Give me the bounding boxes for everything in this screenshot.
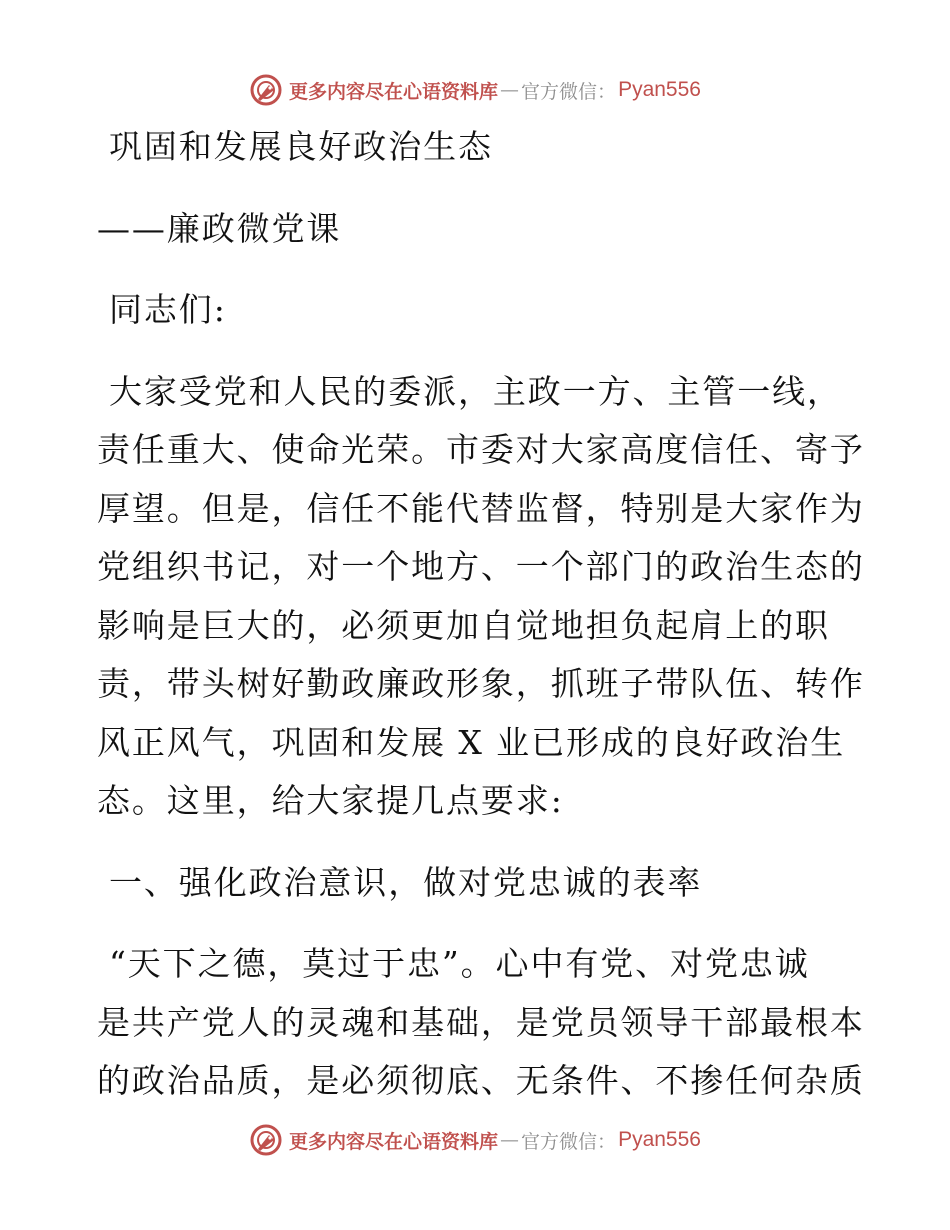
paragraph-1	[97, 363, 865, 831]
banner-official-text: 官方微信：	[521, 1130, 617, 1153]
paragraph-line: 态。这里，给大家提几点要求:	[97, 781, 564, 820]
footer-banner	[0, 1120, 950, 1160]
section-1-heading: 一、强化政治意识，做对党忠诚的表率	[109, 862, 703, 902]
document-title: 巩固和发展良好政治生态	[109, 127, 493, 166]
paragraph-line: 风正风气，巩固和发展 X 业已形成的良好政治生	[97, 722, 846, 762]
paragraph-line: 的政治品质，是必须彻底、无条件、不掺任何杂质	[97, 1061, 865, 1100]
banner-account: Pyan556	[618, 78, 701, 101]
paragraph-line: 责，带头树好勤政廉政形象，抓班子带队伍、转作	[97, 664, 865, 703]
paragraph-line: 党组织书记，对一个地方、一个部门的政治生态的	[97, 547, 865, 586]
banner-account: Pyan556	[618, 1128, 701, 1151]
paragraph-line: 责任重大、使命光荣。市委对大家高度信任、寄予	[97, 430, 865, 469]
paragraph-line: 大家受党和人民的委派，主政一方、主管一线，	[109, 371, 842, 411]
paragraph-2	[97, 935, 865, 1111]
header-banner	[0, 70, 950, 110]
paragraph-line: “天下之德，莫过于忠”。心中有党、对党忠诚	[109, 944, 810, 983]
banner-dash: —	[500, 1129, 520, 1151]
document-body	[97, 118, 865, 1111]
banner-official-text: 官方微信：	[521, 80, 617, 103]
paragraph-line: 是共产党人的灵魂和基础，是党员领导干部最根本	[97, 1002, 865, 1042]
banner-main-text: 更多内容尽在心语资料库	[289, 1130, 499, 1153]
salutation: 同志们:	[109, 290, 227, 329]
pen-nib-logo-icon	[249, 1123, 283, 1157]
banner-main-text: 更多内容尽在心语资料库	[289, 80, 499, 103]
document-subtitle: ——廉政微党课	[97, 208, 342, 248]
pen-nib-logo-icon	[249, 73, 283, 107]
paragraph-line: 厚望。但是，信任不能代替监督，特别是大家作为	[97, 488, 865, 528]
paragraph-line: 影响是巨大的，必须更加自觉地担负起肩上的职	[97, 605, 830, 645]
banner-dash: —	[500, 79, 520, 101]
